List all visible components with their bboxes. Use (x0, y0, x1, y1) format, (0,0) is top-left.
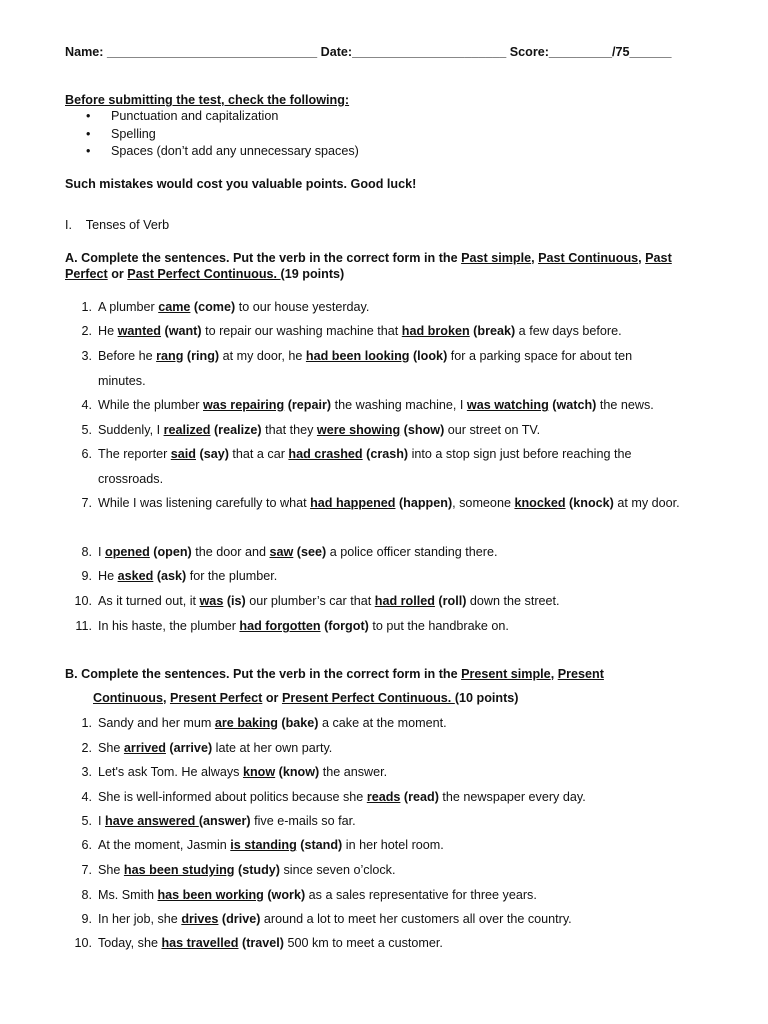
tense-past-perfect-cont: Perfect (65, 267, 108, 281)
base-verb: (ask) (153, 569, 187, 583)
item-sentence (98, 833, 683, 858)
base-verb: (forgot) (320, 619, 369, 633)
score-blank[interactable]: _________ (548, 45, 612, 59)
sentence-text: Sandy and her mum (98, 716, 215, 730)
answer-blank[interactable]: are baking (214, 716, 278, 730)
tense-past-perfect-continuous: Past Perfect Continuous. (127, 267, 281, 281)
separator: , (638, 251, 646, 265)
sentence-text: into a stop sign just before reaching the crossroads. (98, 447, 632, 486)
sentence-text: to put the handbrake on. (368, 619, 509, 633)
tense-present-continuous: Present (557, 667, 604, 681)
sentence-text: since seven o’clock. (279, 863, 396, 877)
answer-blank[interactable]: realized (163, 423, 211, 437)
score-tail: ______ (629, 45, 672, 59)
item-number: 2. (81, 324, 92, 338)
item-sentence (98, 393, 683, 418)
part-b-intro-text: B. Complete the sentences. Put the verb in the correct form in the (65, 667, 462, 681)
tense-past-perfect: Past (645, 251, 672, 265)
sentence-text: around a lot to meet her customers all over the country. (260, 912, 572, 926)
sentence-text: in her hotel room. (342, 838, 444, 852)
answer-blank[interactable]: was repairing (203, 398, 285, 412)
section-number: I. (65, 218, 72, 232)
header-line (65, 44, 672, 60)
base-verb: (show) (400, 423, 445, 437)
item-number: 3. (81, 349, 92, 363)
item-number: 4. (81, 790, 92, 804)
item-sentence (98, 491, 683, 516)
item-number: 11. (75, 619, 92, 633)
base-verb: (arrive) (165, 741, 213, 755)
section-title: Tenses of Verb (85, 218, 170, 232)
base-verb: (open) (149, 545, 192, 559)
sentence-text: as a sales representative for three years. (305, 888, 537, 902)
item-number: 10. (74, 936, 92, 950)
item-sentence (98, 295, 683, 320)
sentence-text: that a car (228, 447, 289, 461)
base-verb: (drive) (218, 912, 261, 926)
base-verb: (break) (469, 324, 516, 338)
item-number: 9. (81, 912, 92, 926)
base-verb: (ring) (183, 349, 220, 363)
part-a-intro-cont (65, 266, 344, 282)
item-sentence (98, 589, 683, 614)
item-number: 8. (81, 888, 92, 902)
sentence-text: to repair our washing machine that (201, 324, 402, 338)
sentence-text: at my door. (613, 496, 680, 510)
sentence-text: the washing machine, I (331, 398, 467, 412)
answer-blank[interactable]: had crashed (288, 447, 363, 461)
answer-blank[interactable]: know (242, 765, 276, 779)
separator: , (162, 691, 170, 705)
name-blank[interactable]: ______________________________ (107, 45, 318, 59)
part-a-intro-text: A. Complete the sentences. Put the verb in the correct form in the (65, 251, 462, 265)
sentence-text: At the moment, Jasmin (98, 838, 231, 852)
separator: or (107, 267, 128, 281)
answer-blank[interactable]: said (170, 447, 196, 461)
item-sentence (98, 907, 683, 932)
sentence-text: that they (261, 423, 317, 437)
base-verb: (see) (293, 545, 327, 559)
answer-blank[interactable]: have answered (105, 814, 199, 828)
base-verb: (roll) (434, 594, 467, 608)
sentence-text: the newspaper every day. (438, 790, 586, 804)
item-number: 8. (81, 545, 92, 559)
answer-blank[interactable]: knocked (514, 496, 566, 510)
answer-blank[interactable]: has been working (157, 888, 264, 902)
answer-blank[interactable]: was (199, 594, 224, 608)
separator: , (531, 251, 539, 265)
answer-blank[interactable]: opened (105, 545, 150, 559)
base-verb: (is) (223, 594, 246, 608)
item-number: 6. (81, 447, 92, 461)
sentence-text: Today, she (98, 936, 162, 950)
date-blank[interactable]: ______________________ (352, 45, 507, 59)
answer-blank[interactable]: asked (117, 569, 154, 583)
item-sentence (98, 418, 683, 443)
sentence-text: a police officer standing there. (326, 545, 498, 559)
answer-blank[interactable]: had broken (401, 324, 470, 338)
sentence-text: the news. (596, 398, 654, 412)
item-sentence (98, 344, 683, 393)
bullet-icon: • (86, 109, 91, 123)
base-verb: (look) (409, 349, 448, 363)
item-number: 1. (81, 300, 92, 314)
part-b-intro-cont (93, 690, 518, 706)
base-verb: (answer) (198, 814, 251, 828)
sentence-text: our plumber’s car that (245, 594, 375, 608)
part-b-points: (10 points) (454, 691, 519, 705)
part-a-points: (19 points) (280, 267, 345, 281)
item-number: 9. (81, 569, 92, 583)
base-verb: (know) (275, 765, 320, 779)
part-b-intro (65, 666, 604, 682)
answer-blank[interactable]: was watching (466, 398, 549, 412)
sentence-text: I (98, 814, 105, 828)
base-verb: (crash) (362, 447, 409, 461)
answer-blank[interactable]: has travelled (161, 936, 239, 950)
base-verb: (want) (161, 324, 202, 338)
base-verb: (repair) (284, 398, 332, 412)
sentence-text: While the plumber (98, 398, 203, 412)
base-verb: (happen) (395, 496, 453, 510)
base-verb: (knock) (565, 496, 614, 510)
checklist-item-text: Spaces (don’t add any unnecessary spaces) (111, 144, 359, 158)
part-a-intro (65, 250, 672, 266)
tense-present-continuous-cont: Continuous (93, 691, 163, 705)
sentence-text: late at her own party. (212, 741, 333, 755)
item-number: 5. (81, 423, 92, 437)
sentence-text: a few days before. (515, 324, 622, 338)
sentence-text: down the street. (466, 594, 560, 608)
answer-blank[interactable]: drives (181, 912, 219, 926)
sentence-text: 500 km to meet a customer. (284, 936, 443, 950)
item-number: 1. (81, 716, 92, 730)
date-label: Date: (320, 45, 353, 59)
sentence-text: A plumber (98, 300, 159, 314)
separator: or (262, 691, 282, 705)
checklist-item-text: Punctuation and capitalization (111, 109, 279, 123)
sentence-text: for a parking space for about ten minutes. (98, 349, 633, 388)
sentence-text: Let's ask Tom. He always (98, 765, 243, 779)
answer-blank[interactable]: reads (366, 790, 401, 804)
tense-present-perfect: Present Perfect (169, 691, 263, 705)
base-verb: (stand) (296, 838, 343, 852)
item-sentence (98, 442, 683, 491)
item-sentence (98, 785, 683, 810)
sentence-text: to our house yesterday. (235, 300, 370, 314)
item-sentence (98, 614, 683, 639)
answer-blank[interactable]: came (158, 300, 191, 314)
sentence-text: a cake at the moment. (318, 716, 447, 730)
sentence-text: our street on TV. (444, 423, 541, 437)
item-number: 6. (81, 838, 92, 852)
answer-blank[interactable]: saw (269, 545, 294, 559)
base-verb: (say) (196, 447, 229, 461)
tense-present-perfect-continuous: Present Perfect Continuous. (281, 691, 455, 705)
sentence-text: She (98, 863, 124, 877)
sentence-text: the answer. (319, 765, 388, 779)
separator: , (550, 667, 558, 681)
answer-blank[interactable]: were showing (316, 423, 401, 437)
item-sentence (98, 931, 683, 956)
tense-past-continuous: Past Continuous (538, 251, 639, 265)
item-number: 3. (81, 765, 92, 779)
answer-blank[interactable]: had been looking (305, 349, 410, 363)
section-heading (65, 217, 169, 233)
item-sentence (98, 809, 683, 834)
tense-past-simple: Past simple (461, 251, 532, 265)
sentence-text: He (98, 324, 118, 338)
sentence-text: the door and (191, 545, 270, 559)
score-total: /75 (611, 45, 630, 59)
item-number: 7. (81, 863, 92, 877)
tense-present-simple: Present simple (461, 667, 551, 681)
sentence-text: In her job, she (98, 912, 182, 926)
base-verb: (bake) (277, 716, 319, 730)
item-number: 7. (81, 496, 92, 510)
sentence-text: , someone (452, 496, 515, 510)
base-verb: (come) (190, 300, 236, 314)
warning-text: Such mistakes would cost you valuable points. Good luck! (65, 177, 417, 191)
item-sentence (98, 858, 683, 883)
bullet-icon: • (86, 144, 91, 158)
answer-blank[interactable]: wanted (117, 324, 161, 338)
base-verb: (realize) (210, 423, 262, 437)
sentence-text: He (98, 569, 118, 583)
item-sentence (98, 883, 683, 908)
base-verb: (work) (263, 888, 306, 902)
answer-blank[interactable]: had happened (310, 496, 396, 510)
item-number: 5. (81, 814, 92, 828)
item-number: 2. (81, 741, 92, 755)
sentence-text: In his haste, the plumber (98, 619, 240, 633)
sentence-text: Ms. Smith (98, 888, 158, 902)
sentence-text: I (98, 545, 105, 559)
item-sentence (98, 564, 683, 589)
sentence-text: As it turned out, it (98, 594, 200, 608)
sentence-text: She (98, 741, 124, 755)
sentence-text: five e-mails so far. (250, 814, 356, 828)
base-verb: (study) (234, 863, 280, 877)
base-verb: (read) (400, 790, 439, 804)
sentence-text: The reporter (98, 447, 171, 461)
checklist-item-text: Spelling (111, 126, 156, 141)
base-verb: (watch) (548, 398, 597, 412)
sentence-text: She is well-informed about politics because she (98, 790, 367, 804)
item-sentence (98, 540, 683, 565)
bullet-icon: • (86, 126, 91, 141)
sentence-text: Suddenly, I (98, 423, 164, 437)
item-sentence (98, 711, 683, 736)
score-label: Score: (509, 45, 549, 59)
answer-blank[interactable]: had forgotten (239, 619, 321, 633)
sentence-text: While I was listening carefully to what (98, 496, 311, 510)
answer-blank[interactable]: arrived (123, 741, 166, 755)
sentence-text: Before he (98, 349, 157, 363)
answer-blank[interactable]: rang (156, 349, 184, 363)
item-sentence (98, 319, 683, 344)
name-label: Name: (65, 45, 104, 59)
item-number: 4. (81, 398, 92, 412)
item-sentence (98, 760, 683, 785)
answer-blank[interactable]: has been studying (123, 863, 235, 877)
base-verb: (travel) (238, 936, 284, 950)
answer-blank[interactable]: had rolled (374, 594, 435, 608)
checklist-title: Before submitting the test, check the following: (65, 93, 350, 107)
sentence-text: for the plumber. (186, 569, 278, 583)
answer-blank[interactable]: is standing (230, 838, 297, 852)
item-sentence (98, 736, 683, 761)
item-number: 10. (74, 594, 92, 608)
sentence-text: at my door, he (219, 349, 306, 363)
